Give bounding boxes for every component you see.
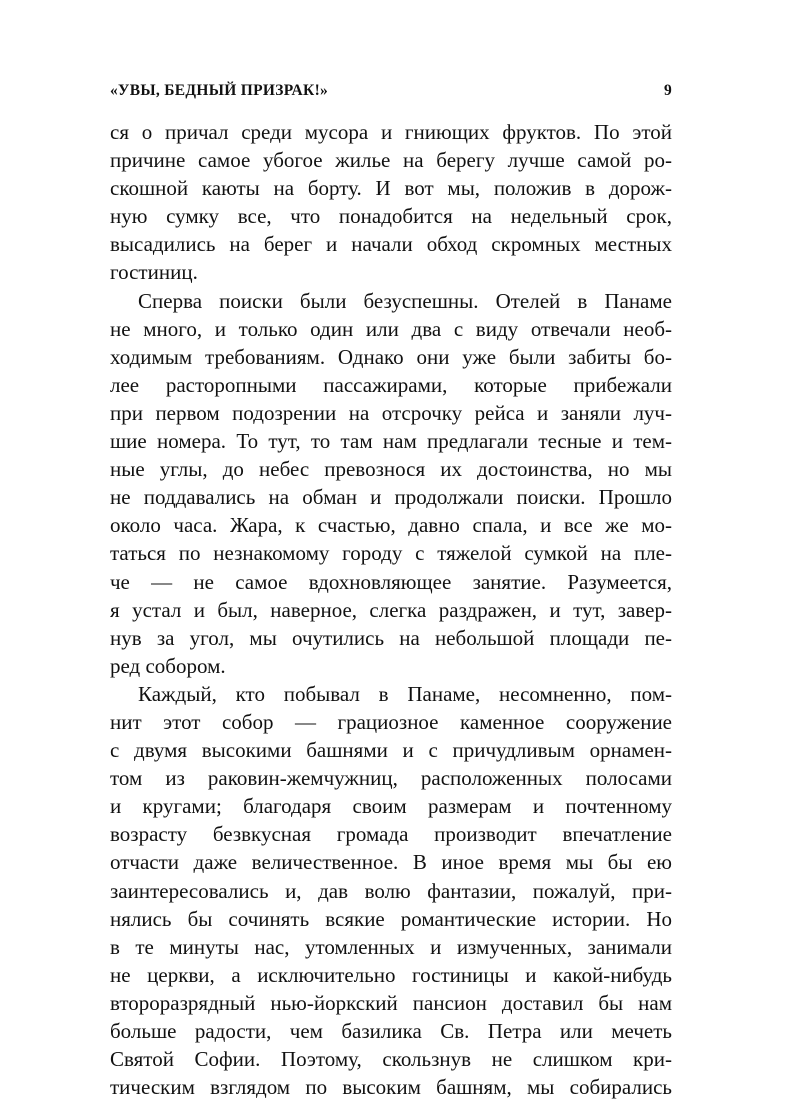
text-line: нув за угол, мы очутились на небольшой площади пе- xyxy=(110,625,672,650)
text-line: больше радости, чем базилика Св. Петра или мечеть xyxy=(110,1019,672,1043)
text-line: че — не самое вдохновляющее занятие. Разумеется, xyxy=(110,569,672,594)
text-line: ся о причал среди мусора и гниющих фруктов. По этой xyxy=(110,120,672,144)
text-line: причине самое убогое жилье на берегу лучше самой ро- xyxy=(110,148,672,173)
paragraph-start-line: Каждый, кто побывал в Панаме, несомненно, пом- xyxy=(138,681,672,706)
text-line: таться по незнакомому городу с тяжелой сумкой на пле- xyxy=(110,541,672,566)
paragraph-start-line: Сперва поиски были безуспешны. Отелей в Панаме xyxy=(138,288,672,313)
text-line: заинтересовались и, дав волю фантазии, пожалуй, при- xyxy=(110,878,672,903)
body-text xyxy=(110,118,672,1101)
text-line: тическим взглядом по высоким башням, мы собирались xyxy=(110,1075,672,1100)
text-line: ные углы, до небес превознося их достоинства, но мы xyxy=(110,457,672,482)
text-line: и кругами; благодаря своим размерам и почтенному xyxy=(110,794,672,819)
text-line: шие номера. То тут, то там нам предлагали тесные и тем- xyxy=(110,429,672,454)
text-line: около часа. Жара, к счастью, давно спала, и все же мо- xyxy=(110,513,672,538)
text-line: высадились на берег и начали обход скромных местных xyxy=(110,232,672,257)
text-line: отчасти даже величественное. В иное время мы бы ею xyxy=(110,850,672,875)
text-line: при первом подозрении на отсрочку рейса и заняли луч- xyxy=(110,400,672,425)
text-line: с двумя высокими башнями и с причудливым орнамен- xyxy=(110,738,672,763)
text-line: Святой Софии. Поэтому, скользнув не слишком кри- xyxy=(110,1047,672,1072)
text-line: нит этот собор — грациозное каменное сооружение xyxy=(110,709,672,734)
text-line: возрасту безвкусная громада производит впечатление xyxy=(110,822,672,847)
paragraph-end-line: гостиниц. xyxy=(110,260,198,285)
running-head xyxy=(110,82,672,106)
text-line: ходимым требованиям. Однако они уже были забиты бо- xyxy=(110,344,672,369)
text-line: ную сумку все, что понадобится на недельный срок, xyxy=(110,204,672,229)
text-line: не поддавались на обман и продолжали поиски. Прошло xyxy=(110,485,672,510)
text-line: лее расторопными пассажирами, которые прибежали xyxy=(110,372,672,397)
text-line: второразрядный нью-йоркский пансион доставил бы нам xyxy=(110,990,672,1015)
text-line: том из раковин-жемчужниц, расположенных полосами xyxy=(110,766,672,791)
text-line: я устал и был, наверное, слегка раздражен, и тут, завер- xyxy=(110,597,672,622)
paragraph-end-line: ред собором. xyxy=(110,653,226,678)
text-line: не церкви, а исключительно гостиницы и какой-нибудь xyxy=(110,962,672,987)
text-line: в те минуты нас, утомленных и измученных, занимали xyxy=(110,934,672,959)
page-number: 9 xyxy=(663,82,672,99)
text-line: нялись бы сочинять всякие романтические истории. Но xyxy=(110,906,672,931)
running-title: «УВЫ, БЕДНЫЙ ПРИЗРАК!» xyxy=(110,82,329,99)
text-line: не много, и только один или два с виду отвечали необ- xyxy=(110,316,672,341)
text-line: скошной каюты на борту. И вот мы, положив в дорож- xyxy=(110,176,672,201)
